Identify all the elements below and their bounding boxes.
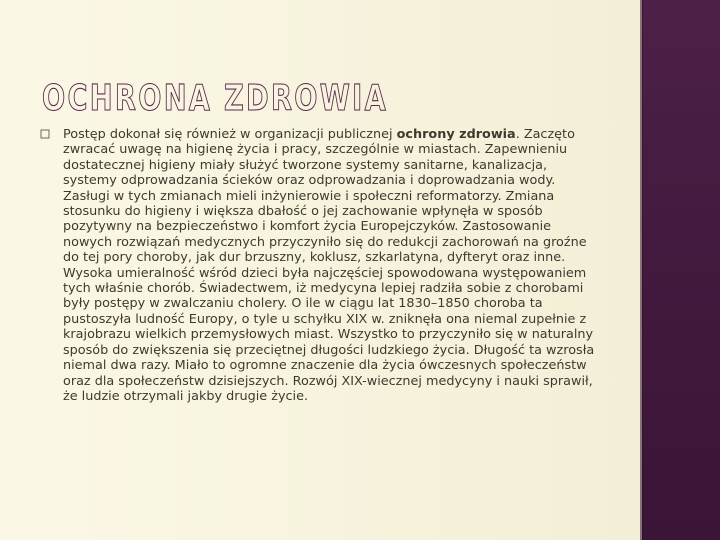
bullet-text-start: Postęp dokonał się również w organizacji publicznej [63,127,397,142]
bullet-list-item [40,127,600,404]
bullet-paragraph [63,127,597,404]
slide-title-svg [40,77,640,117]
sidebar-edge [640,0,643,540]
bullet-text-rest: . Zaczęto zwracać uwagę na higienę życia i pracy, szczególnie w miastach. Zapewnieniu dostatecznej higieny miały służyć tworzone systemy sanitarne, kanalizacja, systemy odprowadzania ścieków oraz odprowadzania i doprowadzania wody. Zasługi w tych zmianach mieli inżynierowie i społeczni reformatorzy. Zmiana stosunku do higieny i większa dbałość o jej zachowanie wpłynęła w sposób pozytywny na bezpieczeństwo i komfort życia Europejczyków. Zastosowanie nowych rozwiązań medycznych przyczyniło się do redukcji zachorowań na groźne do tej pory choroby, jak dur brzuszny, koklusz, szkarlatyna, dyfteryt oraz inne. Wysoka umieralność wśród dzieci była najczęściej spowodowana występowaniem tych właśnie chorób. Świadectwem, iż medycyna lepiej radziła sobie z chorobami były postępy w zwalczaniu cholery. O ile w ciągu lat 1830–1850 choroba ta pustoszyła ludność Europy, o tyle u schyłku XIX w. zniknęła ona niemal zupełnie z krajobrazu wielkich przemysłowych miast. Wszystko to przyczyniło się w naturalny sposób do zwiększenia się przeciętnej długości ludzkiego życia. Długość ta wzrosła niemal dwa razy. Miało to ogromne znaczenie dla życia ówczesnych społeczeństw oraz dla społeczeństw dzisiejszych. Rozwój XIX-wiecznej medycyny i nauki sprawił, że ludzie otrzymali jakby drugie życie. [63,127,595,404]
slide-title-text: OCHRONA ZDROWIA [42,78,388,117]
bullet-text-bold: ochrony zdrowia [396,127,516,142]
slide-title [40,77,640,117]
sidebar-decoration [642,0,720,540]
hollow-square-bullet-icon [40,129,50,139]
